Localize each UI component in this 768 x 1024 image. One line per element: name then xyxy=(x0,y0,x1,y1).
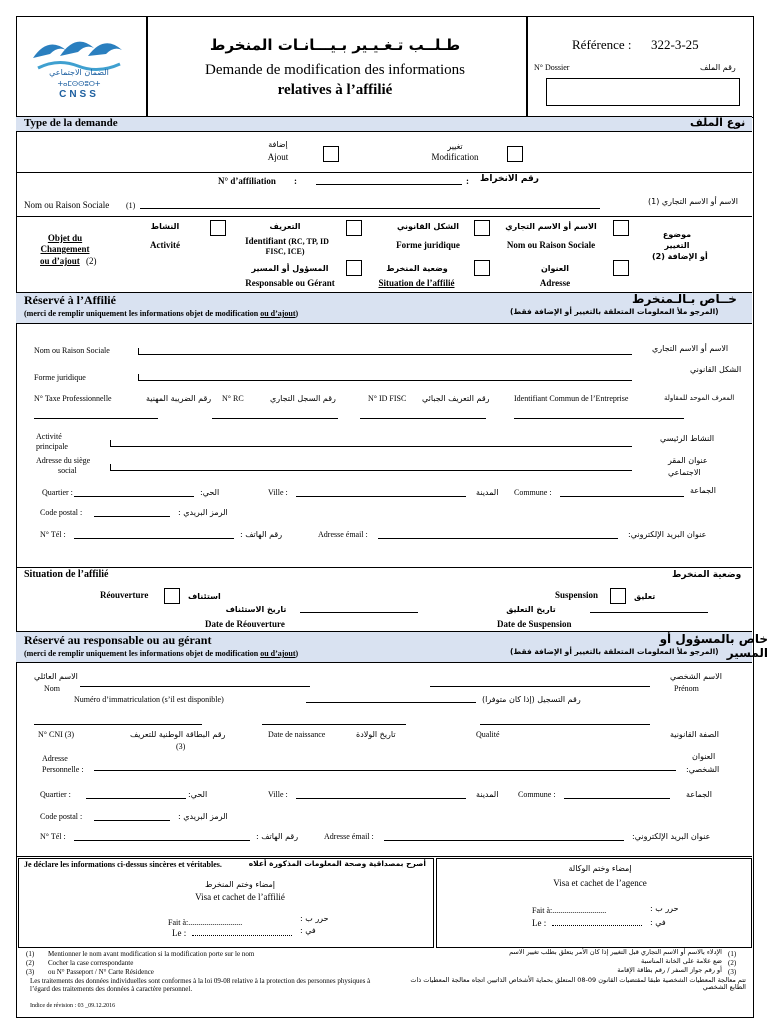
aff-commune-input[interactable] xyxy=(560,496,684,497)
resp-prenom-input[interactable] xyxy=(430,686,650,687)
resp-ville-label: Ville : xyxy=(268,790,288,799)
resp-cni-label-ar: رقم البطاقة الوطنية للتعريف xyxy=(130,730,226,739)
le-agence: Le : xyxy=(532,918,547,928)
separator xyxy=(16,567,752,568)
resp-ville-label-ar: المدينة xyxy=(476,790,499,799)
visa-affilie-ar: إمضاء وختم المنخرط xyxy=(205,880,275,889)
affilie-note-tail: ou d’ajout xyxy=(260,309,296,318)
aff-if-label-ar: رقم التعريف الجبائي xyxy=(422,394,490,403)
affiliation-colon-2: : xyxy=(466,176,469,186)
resp-nom-label-ar: الاسم العائلي xyxy=(34,672,78,681)
aff-tp-label-ar: رقم الضريبة المهنية xyxy=(146,394,212,403)
responsable-note-end: ) xyxy=(295,649,299,658)
identifiant-fr-text: Identifiant xyxy=(245,236,287,246)
date-susp-label-ar: تاريخ التعليق xyxy=(506,605,556,614)
modif-label-ar: تغيير xyxy=(447,142,463,151)
reouverture-checkbox[interactable] xyxy=(164,588,180,604)
separator xyxy=(16,856,752,857)
fait-agence: Fait à:........................... xyxy=(532,906,607,915)
affiliation-label-ar: رقم الانخراط xyxy=(480,174,539,184)
revision-index: Indice de révision : 03 _09.12.2016 xyxy=(30,1003,116,1009)
resp-adresse-label-2: Personnelle : xyxy=(42,765,84,774)
aff-rc-input[interactable] xyxy=(212,418,338,419)
resp-prenom-label-ar: الاسم الشخصي xyxy=(670,672,722,681)
resp-naiss-label-ar: تاريخ الولادة xyxy=(356,730,396,739)
resp-adresse-input[interactable] xyxy=(94,770,676,771)
aff-ice-label-ar: المعرف الموحد للمقاولة xyxy=(664,394,735,402)
identifiant-checkbox[interactable] xyxy=(346,220,362,236)
nom-input[interactable] xyxy=(140,208,600,209)
aff-cp-label-ar: الرمز البريدي : xyxy=(178,508,228,517)
situation-title: Situation de l’affilié xyxy=(24,569,109,580)
resp-quartier-input[interactable] xyxy=(86,798,186,799)
objet-right-l1: موضوع xyxy=(662,230,692,239)
resp-commune-label: Commune : xyxy=(518,790,556,799)
date-reouv-label: Date de Réouverture xyxy=(205,619,285,629)
aff-siege-label-1: Adresse du siège xyxy=(36,456,91,465)
ajout-label-fr: Ajout xyxy=(267,152,289,162)
aff-if-label: N° ID FISC xyxy=(368,394,407,403)
resp-prenom-label: Prénom xyxy=(674,684,699,693)
logo-tifinagh: ⵜⴰⵎⵙⵙⵓⵔⵜ xyxy=(57,80,101,88)
visa-agence: Visa et cachet de l’agence xyxy=(553,878,647,888)
resp-nom-input[interactable] xyxy=(80,686,310,687)
declaration-text-ar: أصرح بمصداقية وصحة المعلومات المذكورة أعلاه xyxy=(248,859,426,868)
ajout-label-ar: إضافة xyxy=(268,140,288,149)
resp-email-label-ar: عنوان البريد الإلكتروني: xyxy=(632,832,711,841)
law-notice: Les traitements des données individuelles sont conformes à la loi 09-08 relative à la protection des personnes physiques à l’égard des traitements des données à caractère personnel. xyxy=(30,977,371,994)
aff-activite-label-2: principale xyxy=(36,442,68,451)
aff-ville-label-ar: المدينة xyxy=(476,488,499,497)
footnote-3-ar: أو رقم جواز السفر / رقم بطاقة الإقامة xyxy=(617,966,722,974)
title-french-line1: Demande de modification des informations xyxy=(205,62,465,78)
nom-label-ar: الاسم أو الاسم التجاري (1) xyxy=(648,197,739,206)
activite-fr: Activité xyxy=(150,240,180,250)
resp-email-label: Adresse émail : xyxy=(324,832,374,841)
reouverture-label-ar: استئناف xyxy=(188,592,221,601)
nom-ref: (1) xyxy=(126,201,136,210)
adresse-fr: Adresse xyxy=(539,278,571,288)
affiliation-colon: : xyxy=(294,176,297,186)
adresse-checkbox[interactable] xyxy=(613,260,629,276)
resp-qualite-label-ar: الصفة القانونية xyxy=(670,730,719,739)
resp-tel-input[interactable] xyxy=(74,840,250,841)
date-reouv-label-ar: تاريخ الاستئناف xyxy=(225,605,287,614)
aff-nom-label: Nom ou Raison Sociale xyxy=(34,346,110,355)
aff-siege-label-ar-2: الاجتماعي xyxy=(668,468,701,477)
aff-email-label-ar: عنوان البريد الإلكتروني: xyxy=(628,530,707,539)
responsable-note xyxy=(24,649,298,658)
resp-cni-label: N° CNI (3) xyxy=(38,730,75,739)
type-demande-title-ar: نوع الملف xyxy=(690,116,746,129)
declaration-text: Je déclare les informations ci-dessus sincères et véritables. xyxy=(24,860,222,869)
aff-ice-label: Identifiant Commun de l’Entreprise xyxy=(514,394,629,403)
resp-cp-label: Code postal : xyxy=(40,812,83,821)
situation-fr: Situation de l’affilié xyxy=(378,278,455,288)
affilie-title-ar: خــاص بـالـمنخرط xyxy=(632,292,737,306)
resp-commune-input[interactable] xyxy=(564,798,670,799)
identifiant-ar: التعريف xyxy=(269,222,301,231)
le-agence-input[interactable] xyxy=(552,925,642,926)
aff-cp-label: Code postal : xyxy=(40,508,83,517)
affiliation-input[interactable] xyxy=(316,184,462,185)
affilie-title: Réservé à l’Affilié xyxy=(24,293,116,307)
aff-email-input[interactable] xyxy=(378,538,618,539)
resp-ville-input[interactable] xyxy=(296,798,466,799)
le-affilie-input[interactable] xyxy=(192,935,292,936)
aff-nom-label-ar: الاسم أو الاسم التجاري xyxy=(652,344,729,353)
suspension-checkbox[interactable] xyxy=(610,588,626,604)
aff-rc-label: N° RC xyxy=(222,394,244,403)
resp-adresse-label-1: Adresse xyxy=(42,754,68,763)
affilie-note xyxy=(24,309,298,318)
aff-siege-label-2: social xyxy=(58,466,77,475)
type-demande-title: Type de la demande xyxy=(24,117,118,129)
resp-nom-label: Nom xyxy=(44,684,60,693)
aff-ville-label: Ville : xyxy=(268,488,288,497)
aff-if-input[interactable] xyxy=(360,418,486,419)
resp-quartier-label: Quartier : xyxy=(40,790,71,799)
aff-tp-input[interactable] xyxy=(34,418,158,419)
resp-tel-label: N° Tél : xyxy=(40,832,66,841)
affiliation-label: N° d’affiliation xyxy=(218,176,276,186)
visa-agence-ar: إمضاء وختم الوكالة xyxy=(568,864,632,873)
nomrs-fr: Nom ou Raison Sociale xyxy=(506,240,596,250)
resp-cni-ref: (3) xyxy=(176,742,186,751)
reouverture-label: Réouverture xyxy=(100,590,149,600)
resp-quartier-label-ar: الحي: xyxy=(188,790,208,799)
aff-ice-input[interactable] xyxy=(514,418,684,419)
aff-siege-input[interactable] xyxy=(110,470,632,471)
resp-naiss-input[interactable] xyxy=(262,724,406,725)
resp-tel-label-ar: رقم الهاتف : xyxy=(256,832,299,841)
responsable-title: Réservé au responsable ou au gérant xyxy=(24,633,212,647)
footnote-2-num-ar: (2) xyxy=(728,959,737,967)
title-arabic: طـلــب تـغـيـير بـيـــانـات المنخرط xyxy=(209,36,461,54)
resp-immat-label-ar: رقم التسجيل (إذا كان متوفرا) xyxy=(482,695,581,704)
visa-affilie: Visa et cachet de l’affilié xyxy=(195,892,285,902)
identifiant-fr3: FISC, ICE) xyxy=(265,247,305,256)
resp-checkbox[interactable] xyxy=(346,260,362,276)
resp-adresse-label-ar-2: الشخصي: xyxy=(686,765,720,774)
responsable-note-tail: ou d’ajout xyxy=(260,649,296,658)
resp-qualite-input[interactable] xyxy=(480,724,650,725)
fait-affilie: Fait à:........................... xyxy=(168,918,243,927)
reference-value: 322-3-25 xyxy=(651,37,699,52)
aff-quartier-label-ar: الحي: xyxy=(200,488,220,497)
responsable-note-ar: (المرجو ملأ المعلومات المتعلقة بالتغيير أو الإضافة فقط) xyxy=(510,647,719,656)
resp-qualite-label: Qualité xyxy=(476,730,500,739)
activite-ar: النشاط xyxy=(150,222,180,231)
adresse-ar: العنوان xyxy=(540,264,570,273)
dossier-input[interactable] xyxy=(546,78,740,106)
dossier-label-fr: N° Dossier xyxy=(534,63,570,72)
aff-forme-label-ar: الشكل القانوني xyxy=(690,365,742,374)
resp-cp-label-ar: الرمز البريدي : xyxy=(178,812,228,821)
forme-fr: Forme juridique xyxy=(396,240,460,250)
resp-immat-label: Numéro d’immatriculation (s’il est disponible) xyxy=(74,695,224,704)
le-affilie: Le : xyxy=(172,928,187,938)
objet-left-l3: ou d’ajout xyxy=(40,256,80,266)
responsable-title-ar: خاص بالمسؤول أو المسير xyxy=(659,632,768,660)
activite-checkbox[interactable] xyxy=(210,220,226,236)
modification-checkbox[interactable] xyxy=(507,146,523,162)
resp-cni-input[interactable] xyxy=(34,724,202,725)
aff-siege-label-ar-1: عنوان المقر xyxy=(668,456,708,465)
resp-email-input[interactable] xyxy=(384,840,624,841)
date-reouv-input[interactable] xyxy=(300,612,418,613)
forme-checkbox[interactable] xyxy=(474,220,490,236)
date-susp-label: Date de Suspension xyxy=(497,619,572,629)
fait-agence-ar: حرر ب : xyxy=(650,904,679,913)
objet-left-ref: (2) xyxy=(86,256,97,266)
separator xyxy=(16,172,752,173)
aff-forme-input[interactable] xyxy=(138,380,632,381)
objet-left-l1: Objet du xyxy=(47,233,83,243)
aff-activite-input[interactable] xyxy=(110,446,632,447)
modif-label-fr: Modification xyxy=(431,152,479,162)
resp-commune-label-ar: الجماعة xyxy=(686,790,712,799)
situation-title-ar: وضعية المنخرط xyxy=(672,570,742,580)
reference-label: Référence : xyxy=(572,37,632,52)
situation-ar: وضعية المنخرط xyxy=(386,264,448,273)
dossier-label-ar: رقم الملف xyxy=(700,63,736,72)
affilie-note-text: (merci de remplir uniquement les informations objet de modification xyxy=(24,309,259,318)
input-tick xyxy=(110,464,111,470)
resp-ar: المسؤول أو المسير xyxy=(251,264,329,273)
law-notice-ar: تتم معالجة المعطيات الشخصية طبقا لمقتضيات القانون 09-08 المتعلق بحماية الأشخاص الذاتيين اتجاه معالجة المعطيات ذات الطابع الشخصي xyxy=(410,976,746,992)
logo-acronym: CNSS xyxy=(59,89,99,100)
nomrs-checkbox[interactable] xyxy=(613,220,629,236)
resp-immat-input[interactable] xyxy=(306,702,476,703)
objet-left-l2: Changement xyxy=(40,244,90,254)
footnote-3-num-ar: (3) xyxy=(728,968,737,976)
objet-right-l3: أو الإضافة (2) xyxy=(652,252,708,261)
footnote-3: ou N° Passeport / N° Carte Résidence xyxy=(48,968,154,976)
footnote-2-ar: ضع علامة على الخانة المناسبة xyxy=(640,957,722,965)
aff-activite-label-ar: النشاط الرئيسي xyxy=(660,434,715,443)
input-tick xyxy=(138,374,139,380)
objet-right-l2: التغيير xyxy=(664,241,690,250)
aff-quartier-label: Quartier : xyxy=(42,488,73,497)
le-agence-ar: في : xyxy=(650,918,666,927)
identifiant-fr xyxy=(232,236,342,246)
type-demande-band xyxy=(16,116,752,132)
aff-cp-input[interactable] xyxy=(94,516,170,517)
aff-activite-label-1: Activité xyxy=(36,432,62,441)
suspension-label-ar: تعليق xyxy=(634,592,656,601)
aff-commune-label: Commune : xyxy=(514,488,552,497)
affilie-note-ar: (المرجو ملأ المعلومات المتعلقة بالتغيير أو الإضافة فقط) xyxy=(510,307,719,316)
resp-adresse-label-ar-1: العنوان xyxy=(692,752,716,761)
input-tick xyxy=(110,440,111,446)
date-susp-input[interactable] xyxy=(590,612,708,613)
aff-nom-input[interactable] xyxy=(138,354,632,355)
aff-quartier-input[interactable] xyxy=(74,496,194,497)
fait-affilie-ar: حرر ب : xyxy=(300,914,329,923)
affilie-note-end: ) xyxy=(295,309,299,318)
le-affilie-ar: في : xyxy=(300,926,316,935)
footnote-1-num-ar: (1) xyxy=(728,950,737,958)
aff-ville-input[interactable] xyxy=(296,496,466,497)
nom-label-fr: Nom ou Raison Sociale xyxy=(24,200,110,210)
footnote-2-num: (2) xyxy=(26,959,35,967)
aff-email-label: Adresse émail : xyxy=(318,530,368,539)
aff-tel-input[interactable] xyxy=(74,538,234,539)
ajout-checkbox[interactable] xyxy=(323,146,339,162)
resp-fr: Responsable ou Gérant xyxy=(245,278,335,288)
resp-naiss-label: Date de naissance xyxy=(268,730,326,739)
aff-forme-label: Forme juridique xyxy=(34,373,86,382)
forme-ar: الشكل القانوني xyxy=(396,222,460,231)
identifiant-fr-codes: (RC, TP, ID xyxy=(288,237,329,246)
aff-tp-label: N° Taxe Professionnelle xyxy=(34,394,112,403)
input-tick xyxy=(138,348,139,354)
suspension-label: Suspension xyxy=(555,590,599,600)
aff-rc-label-ar: رقم السجل التجاري xyxy=(270,394,336,403)
footnote-1-ar: الإدلاء بالاسم أو الاسم التجاري قبل التغيير إذا كان الأمر يتعلق بطلب تغيير الاسم xyxy=(509,948,722,956)
logo-arabic: الضمان الاجتماعي xyxy=(49,68,109,77)
aff-tel-label-ar: رقم الهاتف : xyxy=(240,530,283,539)
separator xyxy=(16,216,752,217)
footnote-3-num: (3) xyxy=(26,968,35,976)
aff-tel-label: N° Tél : xyxy=(40,530,66,539)
footnote-2: Cocher la case correspondante xyxy=(48,959,134,967)
resp-cp-input[interactable] xyxy=(94,820,170,821)
nomrs-ar: الاسم أو الاسم التجاري xyxy=(505,222,597,231)
footnote-1-num: (1) xyxy=(26,950,35,958)
situation-checkbox[interactable] xyxy=(474,260,490,276)
title-french-line2: relatives à l’affilié xyxy=(277,82,393,98)
aff-commune-label-ar: الجماعة xyxy=(690,486,716,495)
responsable-note-text: (merci de remplir uniquement les informations objet de modification xyxy=(24,649,259,658)
footnote-1: Mentionner le nom avant modification si la modification porte sur le nom xyxy=(48,950,255,958)
